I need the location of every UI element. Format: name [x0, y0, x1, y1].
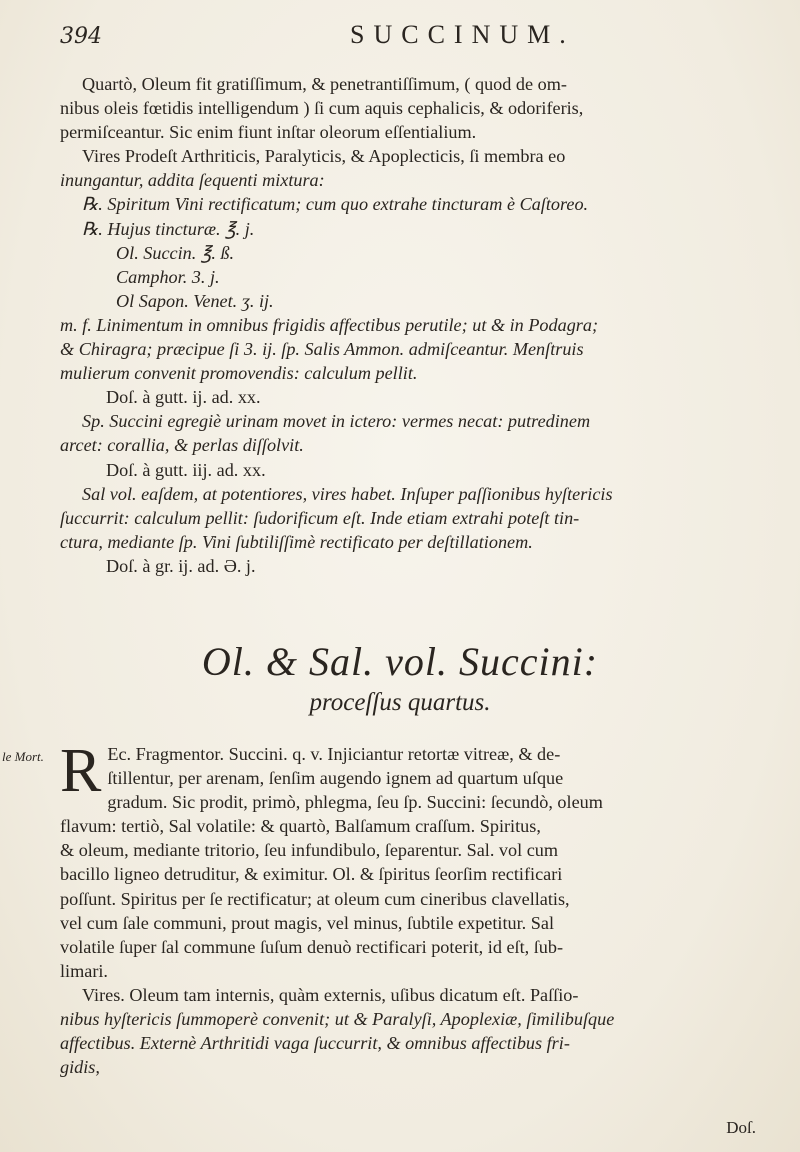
recipe-line: Camphor. 3. j. — [116, 266, 220, 287]
text-line: inungantur, addita ſequenti mixtura: — [60, 170, 325, 191]
text-line: poſſunt. Spiritus per ſe rectificatur; at oleum cum cineribus clavellatis, — [60, 888, 570, 909]
text-line: Sal vol. eaſdem, at potentiores, vires habet. Inſuper paſſionibus hyſtericis — [82, 483, 613, 504]
text-line: & oleum, mediante tritorio, ſeu infundibulo, ſeparentur. Sal. vol cum — [60, 840, 559, 861]
text-line: & Chiragra; præcipue ſi 3. ij. ſp. Salis Ammon. admiſceantur. Menſtruis — [60, 339, 584, 360]
running-title: SUCCINUM. — [350, 20, 575, 49]
recipe-line: Ol. Succin. ℥. ß. — [116, 242, 235, 263]
text-line: mulierum convenit promovendis: calculum pellit. — [60, 363, 418, 384]
section-subtitle: proceſſus quartus. — [309, 689, 491, 716]
section-title: Ol. & Sal. vol. Succini: — [201, 639, 599, 684]
text-line: nibus hyſtericis ſummoperè convenit; ut & Paralyſi, Apoplexiæ, ſimilibuſque — [60, 1009, 615, 1030]
dose-line: Doſ. à gr. ij. ad. Ə. j. — [106, 555, 256, 576]
recipe-line: Ol Sapon. Venet. ʒ. ij. — [116, 290, 274, 311]
text-line: gradum. Sic prodit, primò, phlegma, ſeu ſp. Succini: ſecundò, oleum — [107, 792, 603, 813]
text-line: Quartò, Oleum fit gratiſſimum, & penetrantiſſimum, ( quod de om- — [82, 74, 567, 94]
text-line: Ec. Fragmentor. Succini. q. v. Injiciantur retortæ vitreæ, & de- — [107, 744, 561, 764]
text-line: ſtillentur, per arenam, ſenſim augendo ignem ad quartum uſque — [107, 768, 564, 789]
text-line: gidis, — [60, 1057, 100, 1078]
text-line: Vires. Oleum tam internis, quàm externis, uſibus dicatum eſt. Paſſio- — [82, 984, 579, 1005]
section-heading — [0, 638, 800, 717]
text-line: flavum: tertiò, Sal volatile: & quartò, Balſamum craſſum. Spiritus, — [60, 816, 541, 837]
text-line: vel cum ſale communi, prout magis, vel minus, ſubtile expetitur. Sal — [60, 912, 555, 933]
text-line: Vires Prodeſt Arthriticis, Paralyticis, & Apoplecticis, ſi membra eo — [82, 146, 566, 167]
text-line: m. f. Linimentum in omnibus frigidis affectibus perutile; ut & in Podagra; — [60, 314, 599, 335]
text-line: nibus oleis fœtidis intelligendum ) ſi cum aquis cephalicis, & odoriferis, — [60, 98, 584, 119]
text-line: affectibus. Externè Arthritidi vaga ſuccurrit, & omnibus affectibus fri- — [60, 1033, 570, 1054]
main-text-block — [60, 72, 760, 578]
text-line: bacillo ligneo detruditur, & eximitur. Ol. & ſpiritus ſeorſim rectificari — [60, 864, 563, 885]
text-line: ſuccurrit: calculum pellit: ſudorificum eſt. Inde etiam extrahi poteſt tin- — [60, 507, 580, 528]
drop-cap: R — [60, 737, 102, 805]
catchword: Doſ. — [726, 1118, 756, 1137]
text-line: volatile ſuper ſal commune ſuſum denuò rectificari poterit, id eſt, ſub- — [60, 936, 564, 957]
dose-line: Doſ. à gutt. ij. ad. xx. — [106, 387, 261, 408]
text-line: permiſceantur. Sic enim fiunt inſtar oleorum eſſentialium. — [60, 122, 477, 143]
page-number: 394 — [60, 24, 102, 49]
dose-line: Doſ. à gutt. iij. ad. xx. — [106, 459, 266, 480]
text-line: Sp. Succini egregiè urinam movet in ictero: vermes necat: putredinem — [82, 411, 591, 432]
margin-note: le Mort. — [2, 749, 44, 764]
text-line: arcet: corallia, & perlas diſſolvit. — [60, 435, 304, 456]
section-text-block — [60, 737, 760, 1079]
text-line: ctura, mediante ſp. Vini ſubtiliſſimè rectificato per deſtillationem. — [60, 531, 533, 552]
text-line: limari. — [60, 960, 108, 981]
recipe-line: ℞. Hujus tincturæ. ℥. j. — [82, 218, 255, 239]
page-header — [60, 20, 760, 60]
recipe-line: ℞. Spiritum Vini rectificatum; cum quo extrahe tincturam è Caſtoreo. — [82, 194, 589, 215]
